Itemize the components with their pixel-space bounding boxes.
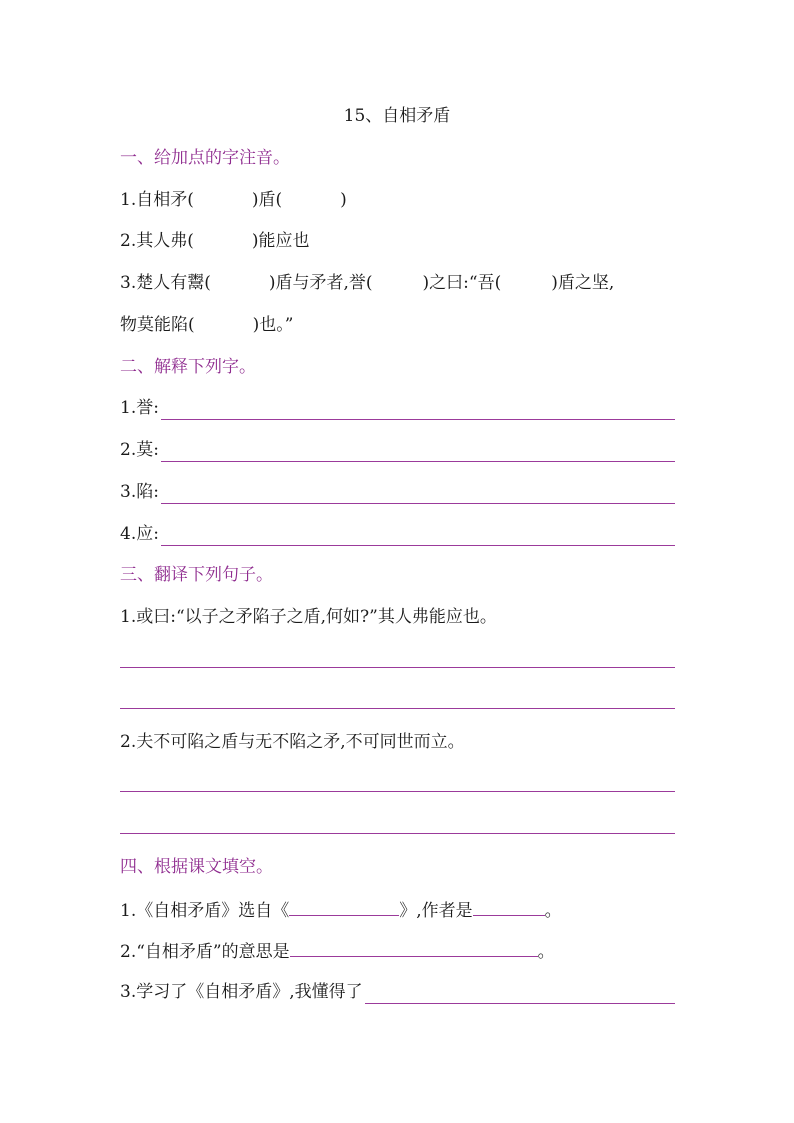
- fill-in-2: [120, 938, 555, 964]
- answer-line[interactable]: [161, 527, 675, 546]
- section-3-heading: 三、翻译下列句子。: [120, 565, 273, 585]
- answer-blank[interactable]: [290, 938, 538, 957]
- fill-text: 。: [544, 901, 562, 921]
- answer-blank[interactable]: [473, 897, 545, 916]
- question-text: 自相矛(: [136, 190, 194, 210]
- answer-line[interactable]: [161, 485, 675, 504]
- answer-line[interactable]: [120, 791, 675, 792]
- definition-label: 2.莫:: [120, 440, 159, 460]
- question-number: 2.: [120, 231, 137, 251]
- answer-line[interactable]: [120, 708, 675, 709]
- section-1-heading: 一、给加点的字注音。: [120, 148, 290, 168]
- answer-line[interactable]: [120, 667, 675, 668]
- definition-label: 4.应:: [120, 524, 159, 544]
- question-text: )能应也: [251, 231, 310, 251]
- translate-sentence-1: 1.或曰:“以子之矛陷子之盾,何如?”其人弗能应也。: [120, 607, 497, 627]
- translate-sentence-2: 2.夫不可陷之盾与无不陷之矛,不可同世而立。: [120, 732, 465, 752]
- definition-label: 3.陷:: [120, 482, 159, 502]
- question-text: )盾与矛者,誉(: [268, 273, 373, 293]
- fill-text: 》,作者是: [399, 901, 473, 921]
- answer-line[interactable]: [120, 833, 675, 834]
- definition-row-3: [120, 480, 675, 504]
- question-1-1: [120, 188, 347, 212]
- section-4-heading: 四、根据课文填空。: [120, 857, 273, 877]
- page-title: 15、自相矛盾: [343, 106, 451, 126]
- answer-line[interactable]: [365, 985, 675, 1004]
- question-number: 3.: [120, 273, 137, 293]
- question-text: )也。”: [252, 315, 294, 335]
- question-text: )盾之坚,: [551, 273, 615, 293]
- definition-label: 1.誉:: [120, 398, 159, 418]
- fill-text: 1.《自相矛盾》选自《: [120, 901, 290, 921]
- answer-line[interactable]: [161, 443, 675, 462]
- section-2-heading: 二、解释下列字。: [120, 357, 256, 377]
- definition-row-2: [120, 438, 675, 462]
- fill-in-1: [120, 897, 562, 923]
- fill-text: 3.学习了《自相矛盾》,我懂得了: [120, 982, 363, 1002]
- fill-in-3: [120, 980, 675, 1004]
- question-text: )盾(: [251, 190, 283, 210]
- definition-row-4: [120, 522, 675, 546]
- answer-line[interactable]: [161, 401, 675, 420]
- question-text: 物莫能陷(: [120, 315, 195, 335]
- fill-text: 。: [537, 942, 555, 962]
- answer-blank[interactable]: [289, 897, 399, 916]
- question-1-3: [120, 271, 614, 295]
- fill-text: 2.“自相矛盾”的意思是: [120, 942, 290, 962]
- definition-row-1: [120, 396, 675, 420]
- question-text: 其人弗(: [136, 231, 194, 251]
- question-number: 1.: [120, 190, 137, 210]
- question-text: ): [340, 190, 347, 210]
- question-1-2: [120, 229, 310, 253]
- question-1-3-continued: [120, 313, 293, 337]
- question-text: 楚人有鬻(: [136, 273, 211, 293]
- question-text: )之曰:“吾(: [422, 273, 502, 293]
